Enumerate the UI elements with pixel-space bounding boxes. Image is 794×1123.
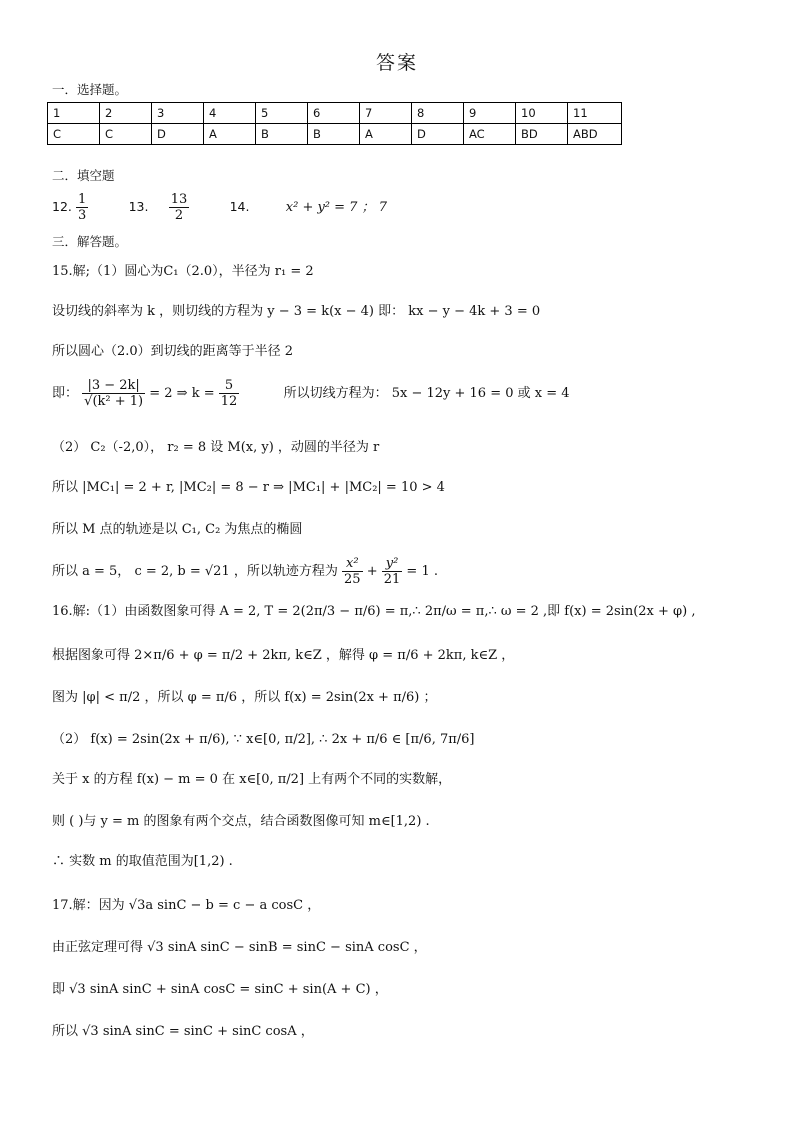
q14-answer: x² + y² = 7 ； 7: [285, 200, 387, 215]
p15-line-3: 所以圆心（2.0）到切线的距离等于半径 2: [52, 344, 294, 359]
p15-l8-prefix: 所以 a = 5， c = 2, b = √21 ，所以轨迹方程为: [52, 564, 338, 579]
ellipse-y-numerator: y²: [382, 556, 403, 572]
p15-distance-fraction: [82, 378, 145, 409]
p15-line-4: [52, 378, 570, 409]
p15-line-7: 所以 M 点的轨迹是以 C₁, C₂ 为焦点的椭圆: [52, 522, 303, 537]
p17-line-3: 即 √3 sinA sinC + sinA cosC = sinC + sin(A + C) ，: [52, 982, 388, 997]
q12-label: 12.: [52, 199, 72, 214]
table-cell: 8: [412, 103, 464, 124]
table-cell: 2: [100, 103, 152, 124]
q13-fraction: [169, 192, 190, 223]
table-cell: 6: [308, 103, 360, 124]
p16-line-5: 关于 x 的方程 f(x) − m = 0 在 x∈[0, π/2] 上有两个不同的实数解，: [52, 772, 452, 787]
table-row-answers: [48, 124, 622, 145]
table-cell: 10: [516, 103, 568, 124]
p16-line-7: ∴ 实数 m 的取值范围为[1,2) .: [52, 854, 233, 869]
q13-denominator: 2: [174, 208, 184, 223]
page-title: 答案: [375, 52, 418, 74]
table-cell: 4: [204, 103, 256, 124]
p16-line-6: 则 ( )与 y = m 的图象有两个交点，结合函数图像可知 m∈[1,2) .: [52, 814, 430, 829]
ellipse-plus: +: [366, 564, 378, 579]
p15-distance-denominator: √(k² + 1): [84, 394, 144, 409]
table-cell: 1: [48, 103, 100, 124]
p15-l4-prefix: 即：: [52, 386, 79, 401]
answer-table: [47, 102, 622, 145]
p15-line-6: 所以 |MC₁| = 2 + r, |MC₂| = 8 − r ⇒ |MC₁| + |MC₂| = 10 > 4: [52, 480, 445, 495]
ellipse-x-denominator: 25: [344, 572, 361, 587]
ellipse-y-fraction: [382, 556, 403, 587]
ellipse-x-fraction: [342, 556, 363, 587]
q13-numerator: 13: [170, 192, 188, 207]
p17-line-2: 由正弦定理可得 √3 sinA sinC − sinB = sinC − sinA cosC ，: [52, 940, 427, 955]
q12-denominator: 3: [78, 208, 87, 223]
table-cell: A: [360, 124, 412, 145]
q12-numerator: 1: [78, 192, 87, 207]
p15-line-5: （2） C₂（-2,0）， r₂ = 8 设 M(x, y) ，动圆的半径为 r: [52, 440, 380, 455]
fill-answers: [52, 192, 387, 223]
table-cell: ABD: [568, 124, 622, 145]
table-cell: 5: [256, 103, 308, 124]
p15-line-8: [52, 556, 438, 587]
q12-fraction: [76, 192, 88, 223]
table-row-numbers: [48, 103, 622, 124]
p16-line-2: 根据图象可得 2×π/6 + φ = π/2 + 2kπ, k∈Z ，解得 φ = π/6 + 2kπ, k∈Z ，: [52, 648, 515, 663]
table-cell: D: [412, 124, 464, 145]
q14-label: 14.: [229, 199, 250, 214]
table-cell: 11: [568, 103, 622, 124]
section-heading-solutions: 三．解答题。: [52, 234, 128, 249]
section-heading-fill: 二．填空题: [52, 168, 115, 183]
table-cell: 3: [152, 103, 204, 124]
p15-distance-numerator: |3 − 2k|: [82, 378, 145, 394]
p15-k-numerator: 5: [219, 378, 240, 394]
p16-line-4: （2） f(x) = 2sin(2x + π/6), ∵ x∈[0, π/2], ∴ 2x + π/6 ∈ [π/6, 7π/6]: [52, 732, 475, 747]
table-cell: A: [204, 124, 256, 145]
p17-line-4: 所以 √3 sinA sinC = sinC + sinC cosA ，: [52, 1024, 314, 1039]
table-cell: 7: [360, 103, 412, 124]
p17-line-1: 17.解：因为 √3a sinC − b = c − a cosC ，: [52, 898, 321, 913]
ellipse-y-denominator: 21: [383, 572, 401, 587]
p15-line-2: 设切线的斜率为 k ，则切线的方程为 y − 3 = k(x − 4) 即： kx − y − 4k + 3 = 0: [52, 304, 541, 319]
table-cell: BD: [516, 124, 568, 145]
table-cell: C: [48, 124, 100, 145]
table-cell: AC: [464, 124, 516, 145]
table-cell: B: [308, 124, 360, 145]
table-cell: 9: [464, 103, 516, 124]
p15-line-1: 15.解;（1）圆心为C₁（2.0），半径为 r₁ = 2: [52, 264, 314, 279]
p15-l4-suffix: 所以切线方程为： 5x − 12y + 16 = 0 或 x = 4: [283, 386, 570, 401]
p15-k-fraction: [219, 378, 240, 409]
q13-label: 13.: [128, 199, 149, 214]
table-cell: D: [152, 124, 204, 145]
p16-line-3: 图为 |φ| < π/2 ，所以 φ = π/6 ，所以 f(x) = 2sin(2x + π/6) ；: [52, 690, 437, 705]
p15-l4-mid: = 2 ⇒ k =: [149, 386, 215, 401]
p15-k-denominator: 12: [220, 394, 238, 409]
table-cell: C: [100, 124, 152, 145]
p15-l8-suffix: = 1 .: [406, 564, 438, 579]
section-heading-choice: 一．选择题。: [52, 82, 128, 97]
table-cell: B: [256, 124, 308, 145]
p16-line-1: 16.解:（1）由函数图象可得 A = 2, T = 2(2π/3 − π/6) = π,∴ 2π/ω = π,∴ ω = 2 ,即 f(x) = 2sin(2x + φ) ,: [52, 604, 696, 619]
ellipse-x-numerator: x²: [342, 556, 363, 572]
